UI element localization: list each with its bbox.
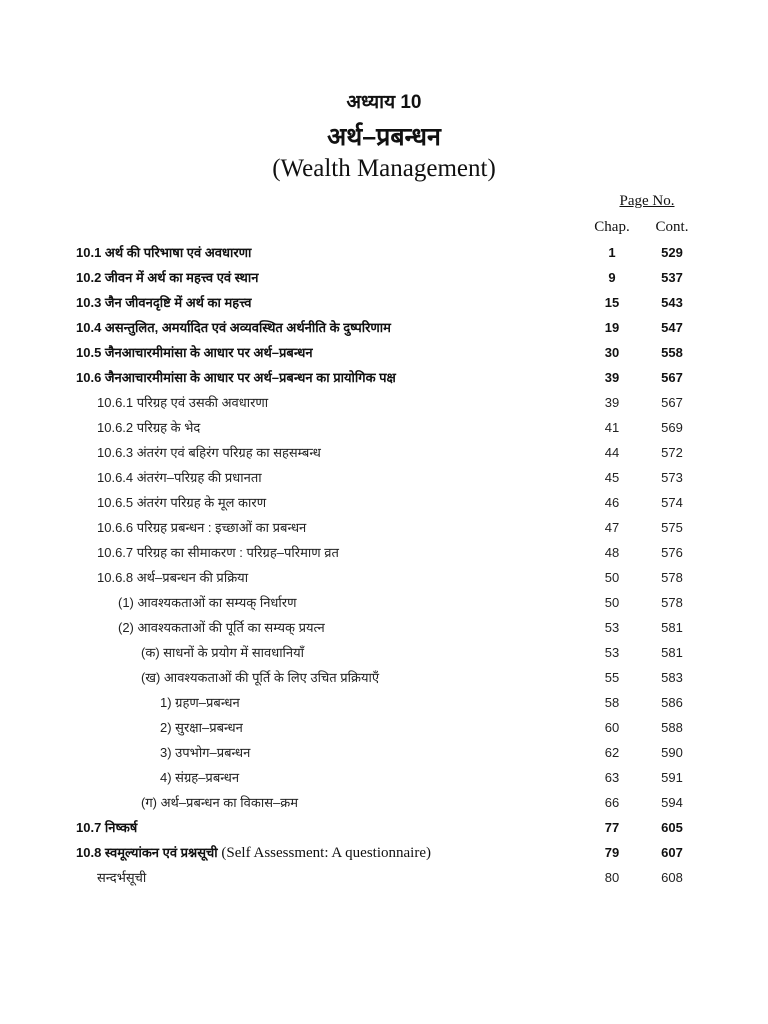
toc-entry-chap-page: 62 xyxy=(604,745,620,760)
toc-entry-cont-page: 529 xyxy=(661,245,683,260)
toc-entry-cont-page: 578 xyxy=(661,570,683,585)
column-header-cont: Cont. xyxy=(655,219,689,235)
toc-row xyxy=(0,665,768,690)
toc-entry-cont-page: 572 xyxy=(661,445,683,460)
toc-row xyxy=(0,240,768,265)
toc-entry-label: 10.3 जैन जीवनदृष्टि में अर्थ का महत्त्व xyxy=(76,295,252,310)
toc-entry-cont-page: 590 xyxy=(661,745,683,760)
toc-entry-label: 10.6.1 परिग्रह एवं उसकी अवधारणा xyxy=(97,395,269,410)
toc-entry-cont-page: 588 xyxy=(661,720,683,735)
toc-entry-chap-page: 45 xyxy=(604,470,620,485)
toc-entry-cont-page: 574 xyxy=(661,495,683,510)
toc-row xyxy=(0,690,768,715)
toc-entry-chap-page: 39 xyxy=(604,370,620,385)
toc-row xyxy=(0,365,768,390)
toc-entry-chap-page: 55 xyxy=(604,670,620,685)
toc-entry-cont-page: 586 xyxy=(661,695,683,710)
toc-entry-chap-page: 53 xyxy=(604,620,620,635)
toc-entry-label: (ग) अर्थ–प्रबन्धन का विकास–क्रम xyxy=(141,795,298,810)
toc-entry-cont-page: 567 xyxy=(661,395,683,410)
toc-row xyxy=(0,865,768,890)
toc-entry-chap-page: 50 xyxy=(604,570,620,585)
toc-entry-chap-page: 63 xyxy=(604,770,620,785)
toc-entry-cont-page: 581 xyxy=(661,645,683,660)
toc-entry-chap-page: 66 xyxy=(604,795,620,810)
toc-row xyxy=(0,340,768,365)
toc-entry-chap-page: 53 xyxy=(604,645,620,660)
toc-row xyxy=(0,790,768,815)
toc-row xyxy=(0,415,768,440)
toc-row xyxy=(0,390,768,415)
toc-row xyxy=(0,765,768,790)
toc-entry-label-english: (Self Assessment: A questionnaire) xyxy=(217,845,431,861)
toc-entry-chap-page: 50 xyxy=(604,595,620,610)
toc-entry-chap-page: 39 xyxy=(604,395,620,410)
toc-entry-cont-page: 607 xyxy=(661,845,683,860)
toc-entry-chap-page: 30 xyxy=(604,345,620,360)
toc-row xyxy=(0,440,768,465)
toc-entry-label: सन्दर्भसूची xyxy=(97,870,147,885)
toc-entry-label: (2) आवश्यकताओं की पूर्ति का सम्यक् प्रयत्न xyxy=(118,620,325,635)
toc-entry-chap-page: 77 xyxy=(604,820,620,835)
toc-row xyxy=(0,490,768,515)
toc-entry-label: 10.6.8 अर्थ–प्रबन्धन की प्रक्रिया xyxy=(97,570,249,585)
toc-entry-label: 2) सुरक्षा–प्रबन्धन xyxy=(160,720,243,735)
toc-row xyxy=(0,840,768,865)
toc-entry-chap-page: 58 xyxy=(604,695,620,710)
toc-entry-chap-page: 46 xyxy=(604,495,620,510)
toc-entry-label: 1) ग्रहण–प्रबन्धन xyxy=(160,695,240,710)
toc-entry-label: 4) संग्रह–प्रबन्धन xyxy=(160,770,240,785)
toc-entry-label: 10.6.4 अंतरंग–परिग्रह की प्रधानता xyxy=(97,470,262,485)
toc-entry-cont-page: 605 xyxy=(661,820,683,835)
toc-row xyxy=(0,740,768,765)
toc-row xyxy=(0,265,768,290)
toc-entry-cont-page: 569 xyxy=(661,420,683,435)
toc-row xyxy=(0,515,768,540)
toc-entry-chap-page: 79 xyxy=(604,845,620,860)
toc-row xyxy=(0,815,768,840)
page-title-hindi: अर्थ–प्रबन्धन xyxy=(327,123,441,151)
toc-entry-label: (क) साधनों के प्रयोग में सावधानियाँ xyxy=(141,645,305,660)
toc-entry-chap-page: 1 xyxy=(608,245,616,260)
toc-row xyxy=(0,615,768,640)
toc-row xyxy=(0,565,768,590)
toc-entry-cont-page: 583 xyxy=(661,670,683,685)
toc-entry-cont-page: 543 xyxy=(661,295,683,310)
toc-entry-cont-page: 576 xyxy=(661,545,683,560)
toc-row xyxy=(0,465,768,490)
toc-row xyxy=(0,640,768,665)
toc-entry-chap-page: 44 xyxy=(604,445,620,460)
toc-entry-chap-page: 9 xyxy=(608,270,616,285)
chapter-label: अध्याय 10 xyxy=(346,92,422,113)
column-header-chap: Chap. xyxy=(594,219,630,235)
toc-entry-chap-page: 19 xyxy=(604,320,620,335)
toc-row xyxy=(0,290,768,315)
toc-entry-cont-page: 575 xyxy=(661,520,683,535)
toc-entry-cont-page: 594 xyxy=(661,795,683,810)
toc-entry-cont-page: 567 xyxy=(661,370,683,385)
toc-entry-chap-page: 60 xyxy=(604,720,620,735)
toc-entry-label: 10.7 निष्कर्ष xyxy=(76,820,138,835)
toc-entry-label: 10.6.7 परिग्रह का सीमाकरण : परिग्रह–परिमाण व्रत xyxy=(97,545,339,560)
toc-entry-label: 10.6.6 परिग्रह प्रबन्धन : इच्छाओं का प्रबन्धन xyxy=(97,520,307,535)
toc-entry-cont-page: 578 xyxy=(661,595,683,610)
toc-entry-cont-page: 547 xyxy=(661,320,683,335)
toc-row xyxy=(0,315,768,340)
toc-entry-chap-page: 48 xyxy=(604,545,620,560)
toc-entry-cont-page: 608 xyxy=(661,870,683,885)
page-title-english: (Wealth Management) xyxy=(272,155,496,182)
toc-entry-cont-page: 558 xyxy=(661,345,683,360)
toc-entry-cont-page: 591 xyxy=(661,770,683,785)
toc-entry-label: 10.6.5 अंतरंग परिग्रह के मूल कारण xyxy=(97,495,267,510)
toc-entry-label: 10.5 जैनआचारमीमांसा के आधार पर अर्थ–प्रबन्धन xyxy=(76,345,313,360)
toc-entry-label: 10.6.3 अंतरंग एवं बहिरंग परिग्रह का सहसम्बन्ध xyxy=(97,445,321,460)
toc-entry-label: 3) उपभोग–प्रबन्धन xyxy=(160,745,251,760)
toc-entry-label: 10.6 जैनआचारमीमांसा के आधार पर अर्थ–प्रबन्धन का प्रायोगिक पक्ष xyxy=(76,370,396,385)
toc-entry-cont-page: 573 xyxy=(661,470,683,485)
toc-row xyxy=(0,540,768,565)
toc-entry-cont-page: 581 xyxy=(661,620,683,635)
toc-entry-chap-page: 47 xyxy=(604,520,620,535)
toc-entry-chap-page: 41 xyxy=(604,420,620,435)
toc-entry-label: 10.6.2 परिग्रह के भेद xyxy=(97,420,201,435)
toc-entry-label: 10.2 जीवन में अर्थ का महत्त्व एवं स्थान xyxy=(76,270,259,285)
toc-entry-chap-page: 80 xyxy=(604,870,620,885)
toc-entry-cont-page: 537 xyxy=(661,270,683,285)
toc-row xyxy=(0,590,768,615)
page-no-header: Page No. xyxy=(619,193,675,209)
toc-entry-label: 10.1 अर्थ की परिभाषा एवं अवधारणा xyxy=(76,245,252,260)
toc-entry-label: (1) आवश्यकताओं का सम्यक् निर्धारण xyxy=(118,595,297,610)
toc-row xyxy=(0,715,768,740)
toc-entry-label: 10.4 असन्तुलित, अमर्यादित एवं अव्यवस्थित अर्थनीति के दुष्परिणाम xyxy=(76,320,391,335)
toc-entry-label: (ख) आवश्यकताओं की पूर्ति के लिए उचित प्रक्रियाएँ xyxy=(141,670,380,685)
toc-entry-label: 10.8 स्वमूल्यांकन एवं प्रश्नसूची (Self Assessment: A questionnaire) xyxy=(76,845,431,861)
toc-entry-chap-page: 15 xyxy=(604,295,620,310)
